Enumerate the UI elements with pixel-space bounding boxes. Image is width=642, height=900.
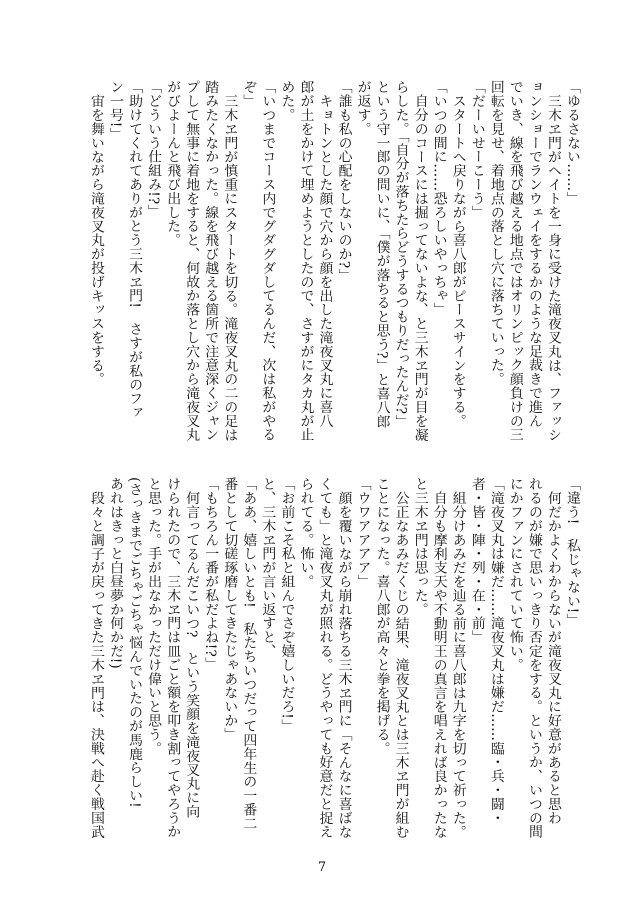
text-line: 郎が土をかけて埋めようとしたので、さすがにタカ丸が止	[297, 80, 314, 442]
text-line: 段々と調子が戻ってきた三木ヱ門は、決戦へ赴く戦国武	[88, 491, 104, 839]
text-line: でいき、線を飛び越える地点ではオリンピック顔負けの三	[506, 80, 523, 442]
text-line: と思った。手が出なかっただけ偉いと思う。	[145, 477, 162, 755]
text-line: 何言ってるんだこいつ? という笑顔を滝夜叉丸に向	[183, 491, 200, 819]
text-line: にかファンにされていて怖い。	[506, 477, 523, 672]
text-line: がびよーんと飛び出した。	[164, 80, 181, 247]
text-line: (さっきまでごちゃごちゃ悩んでいたのが馬鹿らしい!	[126, 477, 143, 808]
text-line: けられたので、三木ヱ門は皿ごと額を叩き割ってやろうか	[164, 477, 181, 839]
text-line: 「違う! 私じゃない!」	[564, 477, 580, 628]
text-line: プして無事に着地をすると、何故か落とし穴から滝夜叉丸	[183, 80, 200, 442]
text-line: 自分のコースには掘ってないよな、と三木ヱ門が目を凝	[411, 94, 428, 442]
text-line: 三木ヱ門が慎重にスタートを切る。滝夜叉丸の二の足は	[221, 94, 238, 442]
text-line: スタートへ戻りながら喜八郎がピースサインをする。	[449, 94, 466, 428]
text-line: ン一号!」	[107, 80, 124, 142]
text-line: めた。	[278, 80, 295, 122]
text-line: 「ゆるさない……」	[564, 80, 580, 206]
text-line: れるのが嫌で思いっきり否定をする。というか、いつの間	[525, 477, 542, 839]
text-line: が返す。	[354, 80, 371, 136]
text-line: 顔を覆いながら崩れ落ちる三木ヱ門に「そんなに喜ばな	[335, 491, 352, 839]
text-line: 「だーいせーこーう」	[468, 80, 485, 219]
text-line: 自分も摩利支天や不動明王の真言を唱えれば良かったな	[430, 491, 447, 839]
text-line: 「誰も私の心配をしないのか?」	[335, 80, 352, 283]
text-line: 三木ヱ門がヘイトを一身に受けた滝夜叉丸は、ファッシ	[544, 94, 561, 442]
page-number: 7	[317, 860, 327, 875]
text-line: 宙を舞いながら滝夜叉丸が投げキッスをする。	[88, 94, 104, 386]
text-line: ことになった。喜八郎が高々と拳を掲げる。	[373, 477, 390, 755]
text-line: と、三木ヱ門が言い返すと、	[259, 477, 276, 658]
text-line: 「ウワアアアア」	[354, 477, 371, 589]
text-line: 番として切磋琢磨してきたじゃあないか」	[221, 477, 238, 742]
text-line: という守一郎の問いに、「僕が落ちると思う?」と喜八郎	[373, 80, 390, 428]
text-line: 者・皆・陣・列・在・前」	[468, 477, 485, 644]
text-line: くても」と滝夜叉丸が照れる。どうやっても好意だと捉え	[316, 477, 333, 839]
text-line: あれはきっと白昼夢か何かだ!)	[107, 477, 124, 669]
text-line: らした。「自分が落ちたらどうするつもりだったんだ?」	[392, 80, 409, 428]
text-line: 「もちろん一番が私だよね!?」	[202, 477, 219, 671]
text-line: 踏みたくなかった。線を飛び越える箇所で注意深くジャン	[202, 80, 219, 442]
text-line: 回転を見せ、着地点の落とし穴に落ちていった。	[487, 80, 504, 386]
text-line: 「ああ、嬉しいとも! 私たちいつだって四年生の一番二	[240, 477, 257, 831]
text-line: 「滝夜叉丸は嫌だ……滝夜叉丸は嫌だ……臨・兵・闘・	[487, 477, 504, 825]
text-line: ョンショーでランウェイをするかのような足裁きで進ん	[525, 80, 542, 428]
text-line: 「いつの間に……恐ろしいやっちゃ」	[430, 80, 447, 317]
text-line: られてる。怖い。	[297, 477, 314, 589]
text-line: 何だかよくわからないが滝夜叉丸に好意があると思わ	[544, 491, 561, 825]
text-line: 組分けあみだを辿る前に喜八郎は九字を切って祈った。	[449, 491, 466, 839]
text-line: キョトンとした顔で穴から顔を出した滝夜叉丸に喜八	[316, 94, 333, 428]
text-line: 「いつまでコース内でグダグダしてるんだ、次は私がやる	[259, 80, 276, 442]
text-line: 「どういう仕組み!?」	[145, 80, 162, 219]
text-line: 公正なあみだくじの結果、滝夜叉丸とは三木ヱ門が組む	[392, 491, 409, 839]
text-line: ぞ」	[240, 80, 257, 108]
text-line: と三木ヱ門は思った。	[411, 477, 428, 616]
text-line: 「お前こそ私と組んでさぞ嬉しいだろ!」	[278, 477, 295, 733]
text-line: 「助けてくれてありがとう三木ヱ門! さすが私のファ	[126, 80, 143, 420]
